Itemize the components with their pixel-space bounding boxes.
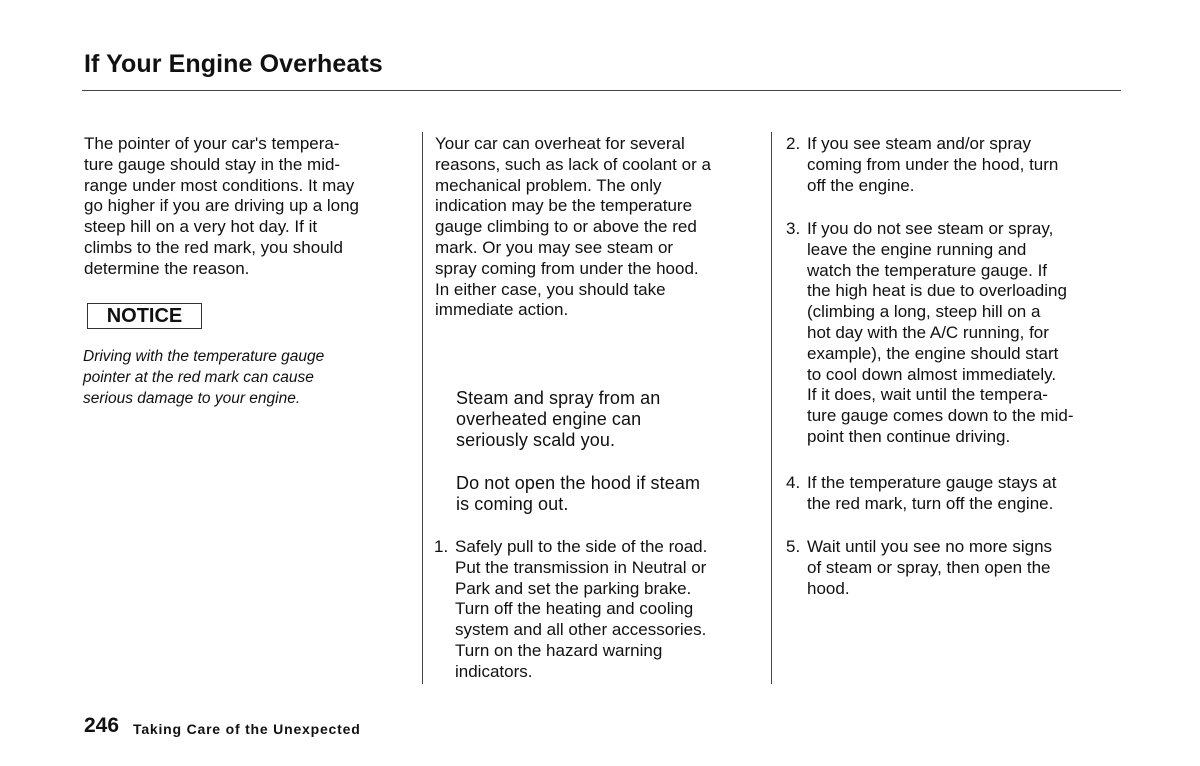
text-line: Safely pull to the side of the road. [455, 537, 708, 556]
text-line: hood. [807, 578, 850, 598]
text-line: coming from under the hood, turn [807, 154, 1059, 174]
text-line: seriously scald you. [456, 430, 616, 450]
text-line: Wait until you see no more signs [807, 537, 1053, 556]
text-line: determine the reason. [84, 258, 250, 278]
page-title: If Your Engine Overheats [84, 50, 383, 78]
text-line: The pointer of your car's tempera- [84, 134, 340, 153]
text-line: Driving with the temperature gauge [83, 348, 325, 365]
text-line: ture gauge should stay in the mid- [84, 154, 341, 174]
step-1 [434, 537, 707, 683]
text-line: (climbing a long, steep hill on a [807, 302, 1041, 322]
text-line: If the temperature gauge stays at [807, 473, 1057, 492]
intro-paragraph [84, 134, 414, 280]
text-line: pointer at the red mark can cause [83, 368, 314, 386]
text-line: If you do not see steam or spray, [807, 219, 1054, 238]
column-divider [771, 132, 772, 684]
step-2 [786, 134, 1058, 196]
step-number: 1. [434, 537, 449, 556]
text-line: leave the engine running and [807, 239, 1027, 259]
text-line: In either case, you should take [435, 279, 666, 299]
text-line: indication may be the temperature [435, 196, 693, 216]
notice-text [83, 347, 413, 409]
text-line: Steam and spray from an [456, 388, 661, 408]
text-line: reasons, such as lack of coolant or a [435, 154, 711, 174]
text-line: overheated engine can [456, 409, 642, 429]
text-line: gauge climbing to or above the red [435, 217, 697, 237]
text-line: hot day with the A/C running, for [807, 322, 1049, 342]
step-5 [786, 537, 1052, 599]
column-divider [422, 132, 423, 684]
text-line: watch the temperature gauge. If [807, 260, 1048, 280]
text-line: If you see steam and/or spray [807, 134, 1031, 153]
text-line: ture gauge comes down to the mid- [807, 406, 1074, 426]
text-line: of steam or spray, then open the [807, 557, 1051, 577]
text-line: system and all other accessories. [455, 620, 707, 640]
text-line: Turn off the heating and cooling [455, 599, 694, 619]
text-line: Park and set the parking brake. [455, 578, 692, 598]
text-line: point then continue driving. [807, 426, 1011, 446]
section-title: Taking Care of the Unexpected [133, 721, 361, 737]
step-number: 5. [786, 537, 801, 556]
text-line: is coming out. [456, 494, 569, 514]
step-4 [786, 473, 1056, 515]
text-line: Your car can overheat for several [435, 134, 685, 153]
warning-do-not-open-hood [456, 473, 756, 515]
text-line: to cool down almost immediately. [807, 364, 1057, 384]
page-number: 246 [84, 714, 120, 737]
text-line: Turn on the hazard warning [455, 640, 663, 660]
text-line: off the engine. [807, 175, 915, 195]
step-number: 4. [786, 473, 801, 492]
notice-label: NOTICE [87, 303, 202, 329]
text-line: range under most conditions. It may [84, 175, 355, 195]
text-line: go higher if you are driving up a long [84, 196, 360, 216]
step-3 [786, 219, 1073, 448]
title-rule [82, 90, 1121, 91]
reasons-paragraph [435, 134, 760, 321]
text-line: the high heat is due to overloading [807, 281, 1067, 301]
step-number: 3. [786, 219, 801, 238]
text-line: the red mark, turn off the engine. [807, 493, 1054, 513]
text-line: mechanical problem. The only [435, 175, 662, 195]
text-line: serious damage to your engine. [83, 389, 301, 407]
text-line: indicators. [455, 661, 533, 681]
text-line: immediate action. [435, 300, 569, 320]
text-line: mark. Or you may see steam or [435, 237, 674, 257]
text-line: example), the engine should start [807, 343, 1059, 363]
warning-steam-scald [456, 388, 756, 451]
text-line: Do not open the hood if steam [456, 473, 701, 493]
text-line: climbs to the red mark, you should [84, 237, 343, 257]
step-number: 2. [786, 134, 801, 153]
text-line: Put the transmission in Neutral or [455, 557, 707, 577]
text-line: spray coming from under the hood. [435, 258, 699, 278]
text-line: If it does, wait until the tempera- [807, 385, 1048, 405]
text-line: steep hill on a very hot day. If it [84, 217, 318, 237]
